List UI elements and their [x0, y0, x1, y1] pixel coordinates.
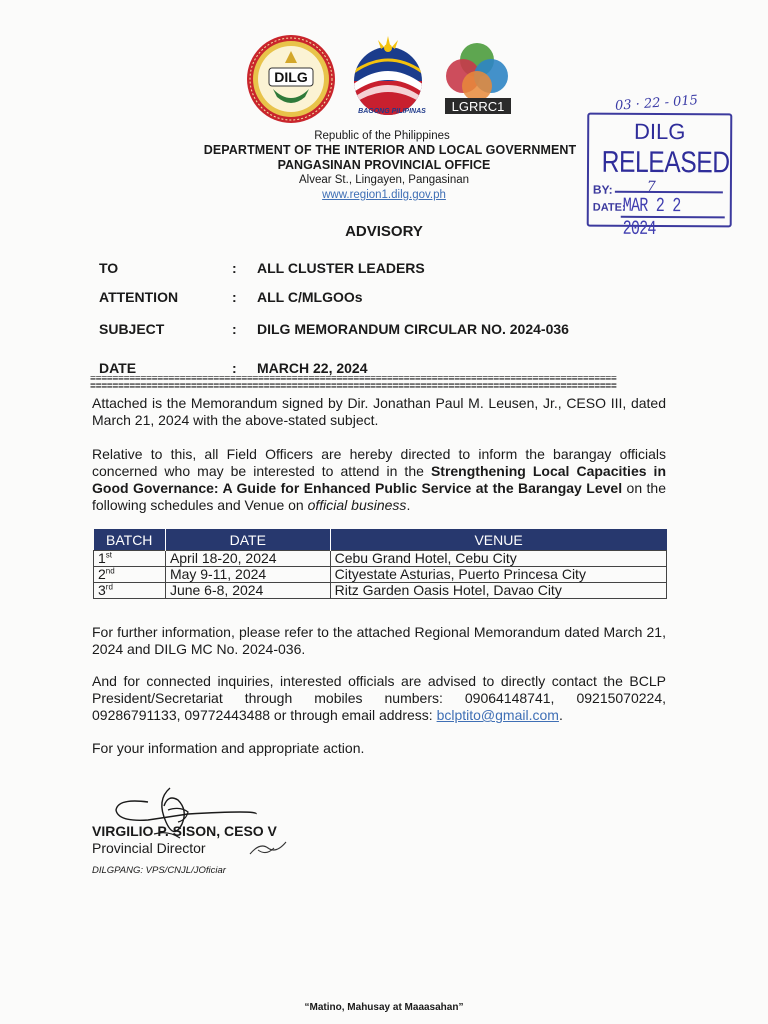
republic-heading: Republic of the Philippines [314, 130, 450, 142]
dilg-seal-logo [245, 33, 337, 125]
schedule-table [93, 529, 667, 599]
column-header-date: DATE [165, 529, 330, 551]
training-title: Strengthening Local Capacities in Good Governance: A Guide for Enhanced Public Service at the Barangay Level [92, 463, 666, 496]
reference-code: DILGPANG: VPS/CNJL/JOficiar [92, 865, 226, 876]
initials-mark [246, 836, 290, 860]
venue-cell: Ritz Garden Oasis Hotel, Davao City [330, 583, 666, 599]
field-colon: : [232, 289, 237, 305]
stamp-control-number: 03 · 22 - 015 [614, 93, 699, 114]
department-heading: DEPARTMENT OF THE INTERIOR AND LOCAL GOVERNMENT [203, 143, 577, 157]
venue-cell: Cebu Grand Hotel, Cebu City [330, 551, 666, 567]
website-link[interactable]: www.region1.dilg.gov.ph [322, 189, 446, 201]
field-label-subject: SUBJECT [99, 321, 165, 337]
bagong-pilipinas-logo [343, 36, 433, 118]
field-value-attention: ALL C/MLGOOs [257, 289, 363, 305]
advisory-title: ADVISORY [345, 223, 423, 240]
batch-cell: 2nd [94, 567, 166, 583]
batch-cell: 3rd [94, 583, 166, 599]
email-link[interactable]: bclptito@gmail.com [436, 707, 559, 723]
bagong-pilipinas-text: BAGONG PILIPINAS [358, 108, 426, 115]
stamp-agency: DILG [633, 118, 686, 145]
office-heading: PANGASINAN PROVINCIAL OFFICE [277, 158, 491, 172]
paragraph-attached: Attached is the Memorandum signed by Dir. Jonathan Paul M. Leusen, Jr., CESO III, dated March 21, 2024 with the above-stated subject. [92, 395, 666, 428]
double-rule-divider: ============================================================================================== ============================================================================================== [90, 376, 617, 392]
field-label-date: DATE [99, 360, 137, 376]
footer-motto: “Matino, Mahusay at Maaasahan” [304, 1002, 464, 1013]
field-value-to: ALL CLUSTER LEADERS [257, 260, 425, 276]
stamp-date-value: MAR 2 2 2024 [622, 194, 681, 241]
released-stamp [587, 113, 733, 241]
paragraph-further-info: For further information, please refer to the attached Regional Memorandum dated March 21, 2024 and DILG MC No. 2024-036. [92, 624, 666, 657]
stamp-by-line [615, 191, 723, 194]
table-row [94, 551, 667, 567]
paragraph-relative: Relative to this, all Field Officers are hereby directed to inform the barangay officials concerned who may be interested to attend in the Strengthening Local Capacities in Good Governance: A Guide for Enhanced Public Service at the Barangay Level on the following schedules and Venue on official business. [92, 446, 666, 513]
field-label-attention: ATTENTION [99, 289, 179, 305]
lgrrc-logo-text: LGRRC1 [451, 99, 505, 114]
date-cell: April 18-20, 2024 [165, 551, 330, 567]
stamp-by-label: BY: [592, 182, 613, 197]
field-value-date: MARCH 22, 2024 [257, 360, 368, 376]
column-header-batch: BATCH [94, 529, 166, 551]
date-cell: June 6-8, 2024 [165, 583, 330, 599]
lgrrc-logo [437, 40, 515, 115]
batch-cell: 1st [94, 551, 166, 567]
signatory-title: Provincial Director [92, 840, 206, 856]
date-cell: May 9-11, 2024 [165, 567, 330, 583]
stamp-date-label: DATE: [592, 201, 626, 214]
field-value-subject: DILG MEMORANDUM CIRCULAR NO. 2024-036 [257, 321, 569, 337]
table-header-row [94, 529, 667, 551]
table-row [94, 583, 667, 599]
field-colon: : [232, 321, 237, 337]
field-colon: : [232, 360, 237, 376]
signatory-name: VIRGILIO P. SISON, CESO V [92, 823, 277, 839]
office-address: Alvear St., Lingayen, Pangasinan [298, 174, 470, 186]
field-label-to: TO [99, 260, 119, 276]
official-business-text: official business [307, 497, 407, 513]
field-colon: : [232, 260, 237, 276]
venue-cell: Cityestate Asturias, Puerto Princesa City [330, 567, 666, 583]
table-row [94, 567, 667, 583]
paragraph-inquiries: And for connected inquiries, interested officials are advised to directly contact the BCLP President/Secretariat through mobiles numbers: 09064148741, 09215070224, 09286791133, 09772443488 or through email address: bclptito@gmail.com. [92, 673, 666, 723]
paragraph-closing: For your information and appropriate action. [92, 740, 365, 756]
column-header-venue: VENUE [330, 529, 666, 551]
stamp-status: RELEASED [601, 145, 730, 180]
dilg-logo-text: DILG [274, 69, 308, 85]
stamp-by-value: 7 [646, 178, 656, 195]
